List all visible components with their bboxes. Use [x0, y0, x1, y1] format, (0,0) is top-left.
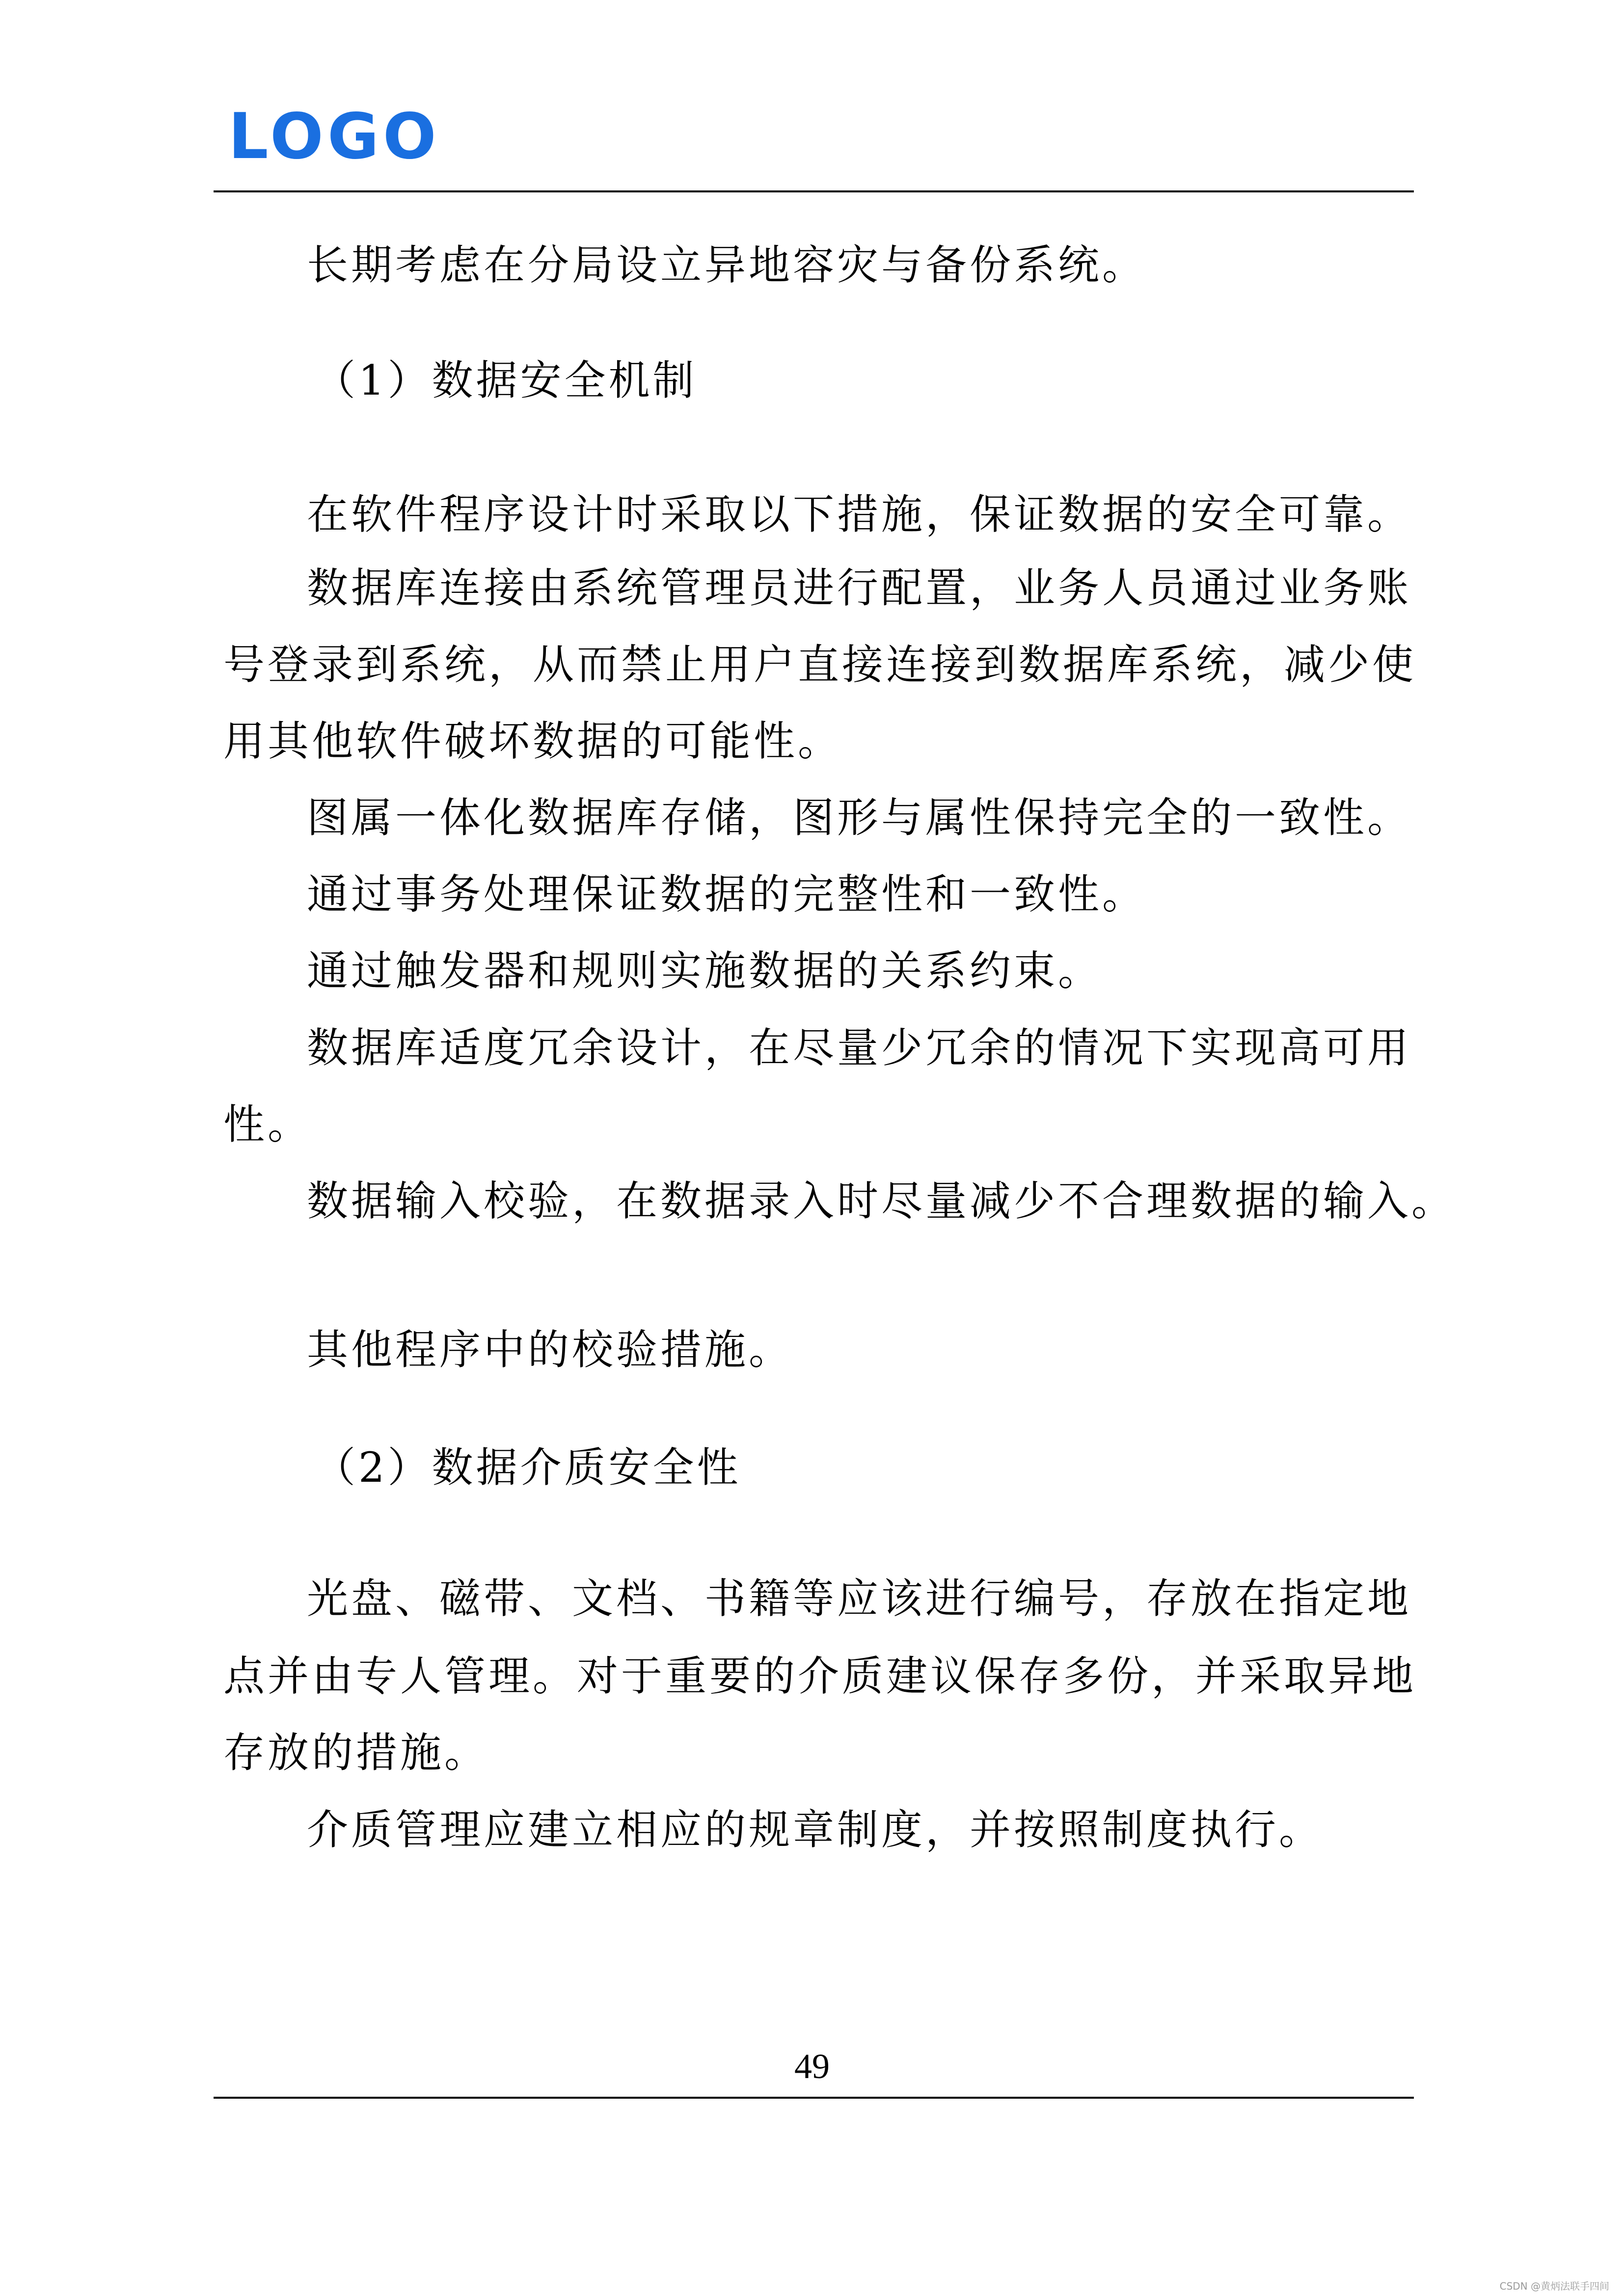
paragraph-line: 介质管理应建立相应的规章制度，并按照制度执行。 — [307, 1806, 1324, 1854]
paragraph-line: 性。 — [223, 1100, 312, 1148]
paragraph-line: 用其他软件破坏数据的可能性。 — [223, 717, 842, 765]
section-heading: （2）数据介质安全性 — [314, 1443, 741, 1492]
paragraph-line: 数据库适度冗余设计，在尽量少冗余的情况下实现高可用 — [307, 1024, 1412, 1072]
paragraph-line: 长期考虑在分局设立异地容灾与备份系统。 — [307, 241, 1147, 289]
header-divider — [214, 190, 1414, 192]
paragraph-line: 数据输入校验，在数据录入时尽量减少不合理数据的输入。 — [307, 1177, 1456, 1225]
paragraph-line: 图属一体化数据库存储，图形与属性保持完全的一致性。 — [307, 794, 1412, 842]
paragraph-line: 在软件程序设计时采取以下措施，保证数据的安全可靠。 — [307, 490, 1412, 538]
paragraph-line: 通过触发器和规则实施数据的关系约束。 — [307, 947, 1103, 995]
paragraph-line: 光盘、磁带、文档、书籍等应该进行编号，存放在指定地 — [307, 1575, 1412, 1623]
paragraph-line: 数据库连接由系统管理员进行配置，业务人员通过业务账 — [307, 564, 1412, 612]
watermark: CSDN @黄炳法联手四间 — [1499, 2280, 1609, 2292]
logo: LOGO — [228, 100, 440, 173]
paragraph-line: 存放的措施。 — [223, 1729, 489, 1777]
paragraph-line: 通过事务处理保证数据的完整性和一致性。 — [307, 870, 1147, 918]
paragraph-line: 号登录到系统，从而禁止用户直接连接到数据库系统，减少使 — [223, 641, 1417, 689]
section-heading: （1）数据安全机制 — [314, 356, 697, 404]
footer-divider — [214, 2097, 1414, 2099]
paragraph-line: 点并由专人管理。对于重要的介质建议保存多份，并采取异地 — [223, 1652, 1417, 1700]
paragraph-line: 其他程序中的校验措施。 — [307, 1326, 793, 1374]
page-number: 49 — [794, 2047, 830, 2086]
